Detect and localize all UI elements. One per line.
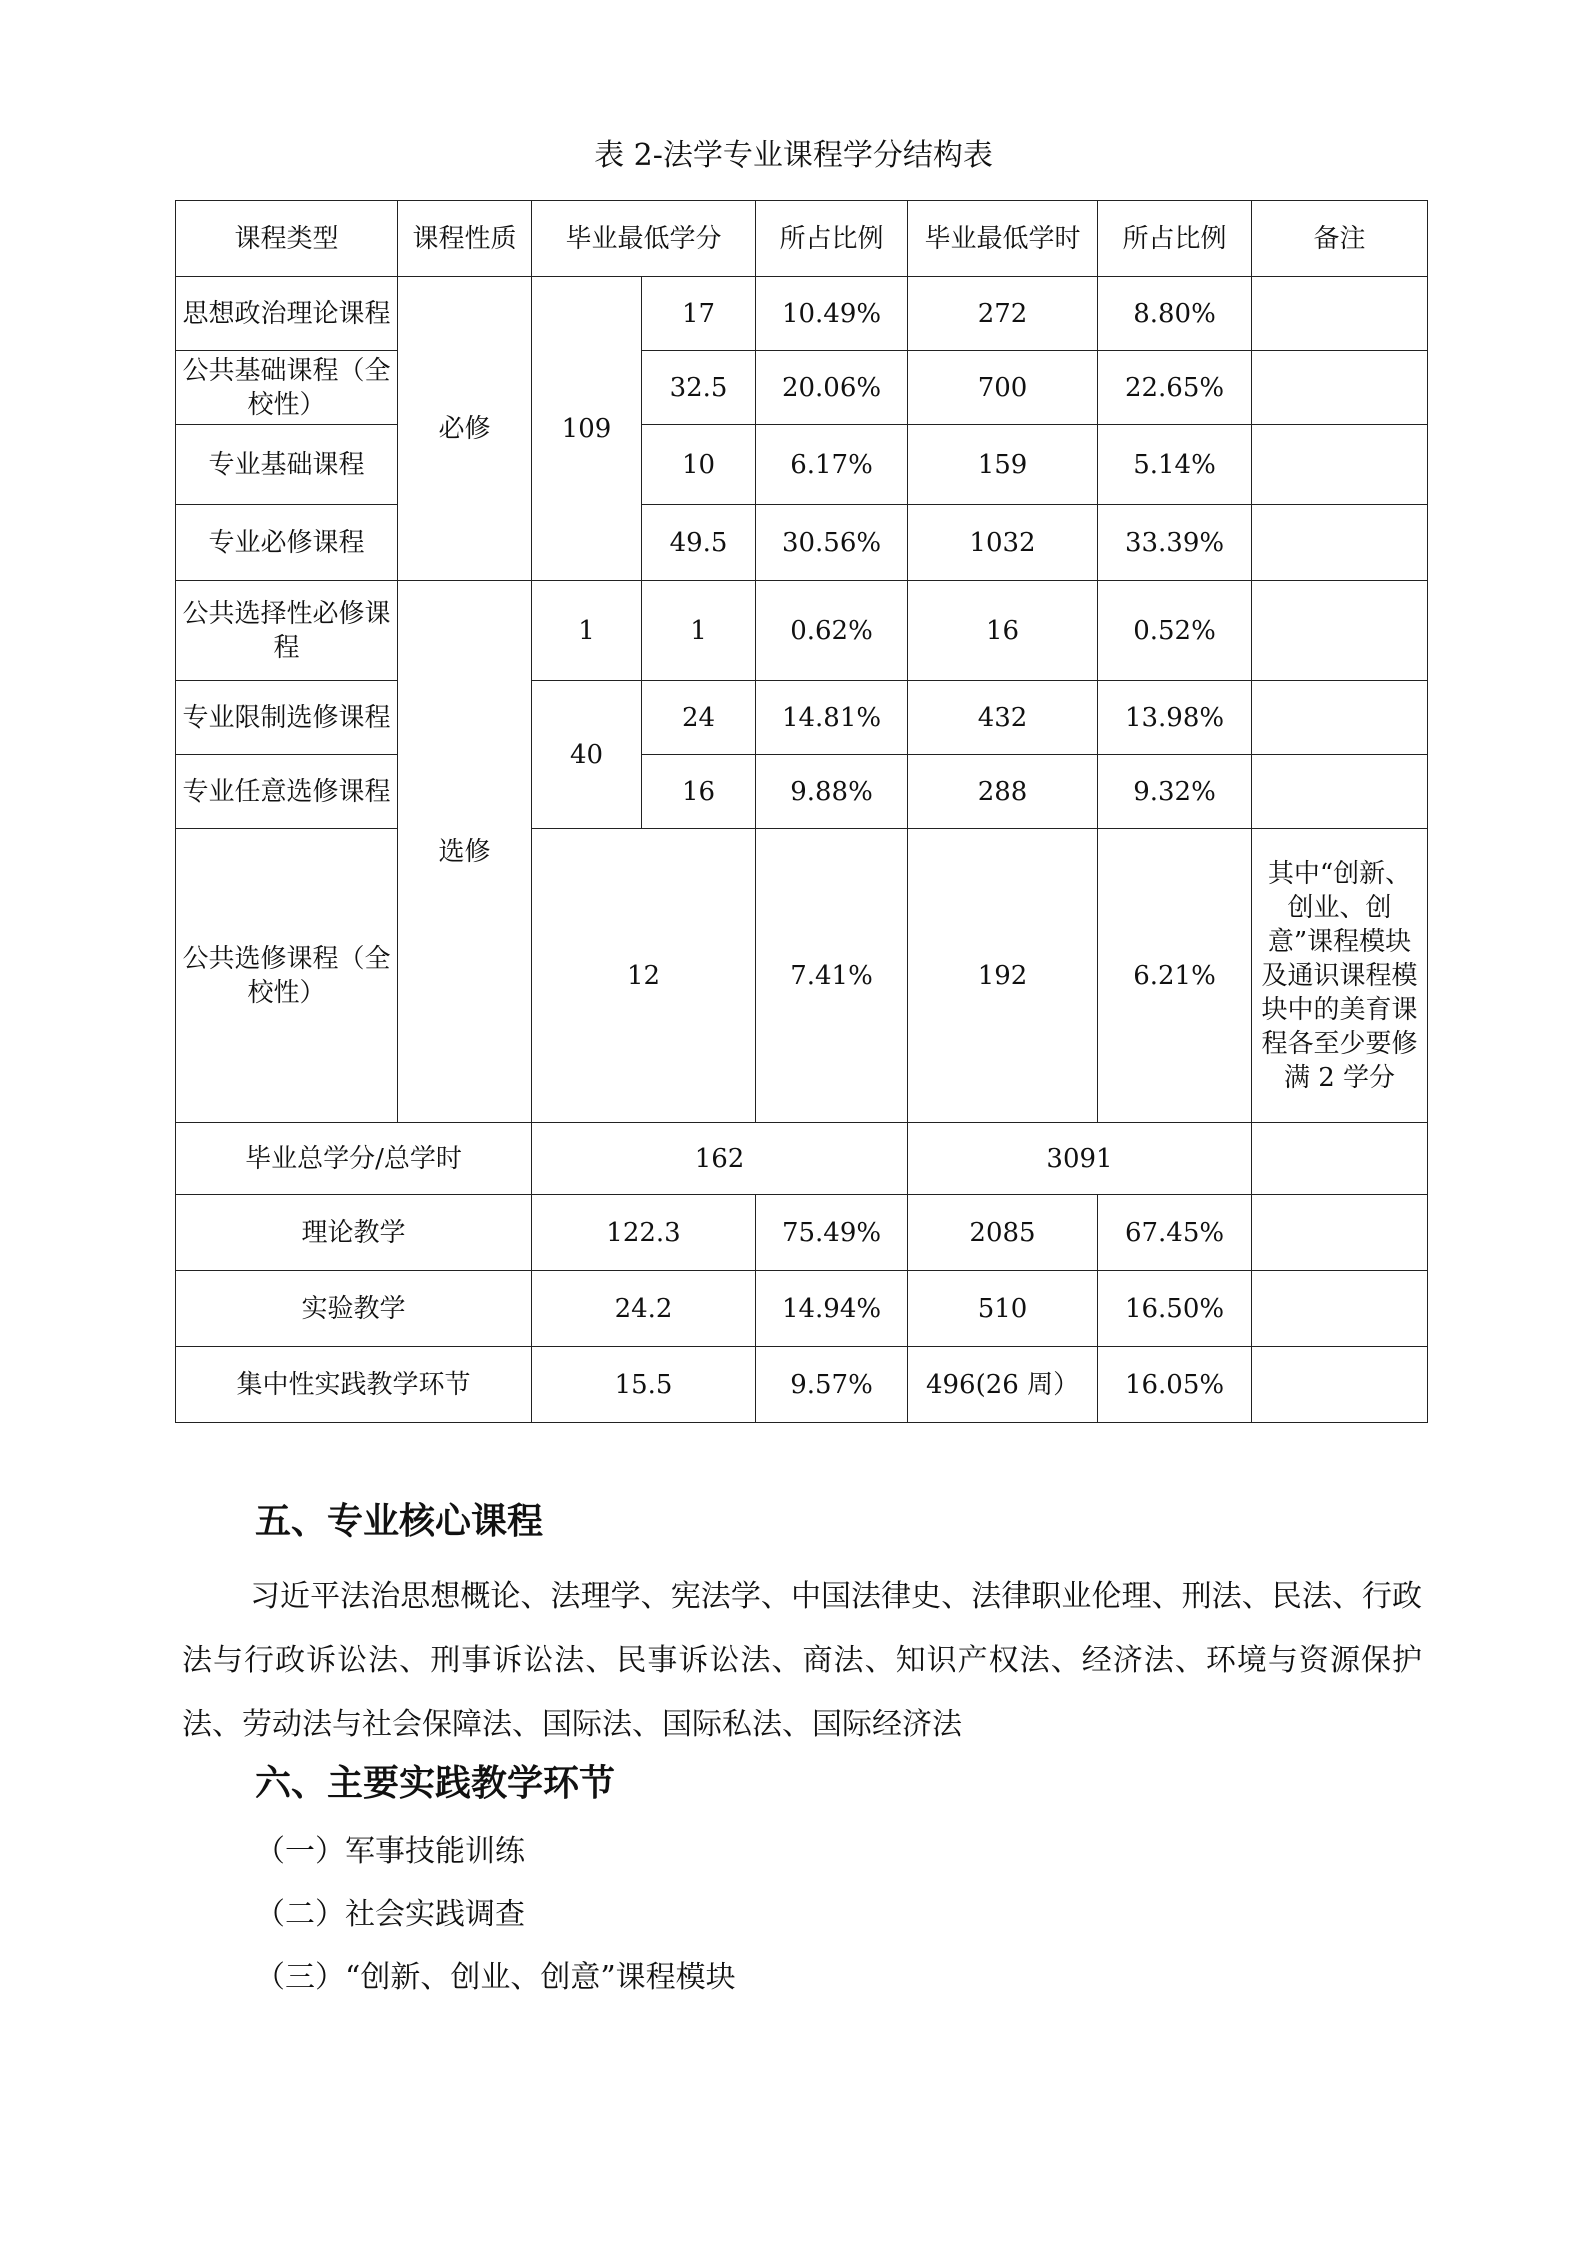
- table-caption: 表 2-法学专业课程学分结构表: [594, 138, 993, 173]
- section6-heading: 六、主要实践教学环节: [255, 1763, 616, 1804]
- credit-ratio: 10.49%: [756, 277, 908, 351]
- table-row: [176, 425, 1428, 505]
- total-label: 毕业总学分/总学时: [176, 1123, 532, 1195]
- hour-ratio: 8.80%: [1098, 277, 1252, 351]
- remark: [1252, 681, 1428, 755]
- course-type: 公共基础课程（全校性）: [176, 351, 398, 425]
- hour-ratio: 33.39%: [1098, 505, 1252, 581]
- remark: [1252, 277, 1428, 351]
- remark: [1252, 1123, 1428, 1195]
- course-type: 思想政治理论课程: [176, 277, 398, 351]
- table-row: [176, 1347, 1428, 1423]
- credits: 32.5: [642, 351, 756, 425]
- header-min-hours: 毕业最低学时: [908, 201, 1098, 277]
- list-item: （三）“创新、创业、创意”课程模块: [255, 1960, 736, 1995]
- hours: 510: [908, 1271, 1098, 1347]
- hours: 192: [908, 829, 1098, 1123]
- credit-ratio: 9.88%: [756, 755, 908, 829]
- credits: 49.5: [642, 505, 756, 581]
- total-credits: 162: [532, 1123, 908, 1195]
- course-type: 专业基础课程: [176, 425, 398, 505]
- breakdown-label: 理论教学: [176, 1195, 532, 1271]
- remark: [1252, 1195, 1428, 1271]
- section5-body: 习近平法治思想概论、法理学、宪法学、中国法律史、法律职业伦理、刑法、民法、行政法与行政诉讼法、刑事诉讼法、民事诉讼法、商法、知识产权法、经济法、环境与资源保护法、劳动法与社会保障法、国际法、国际私法、国际经济法: [182, 1579, 1422, 1742]
- hour-ratio: 5.14%: [1098, 425, 1252, 505]
- course-type: 公共选修课程（全校性）: [176, 829, 398, 1123]
- remark: [1252, 425, 1428, 505]
- hours: 496(26 周）: [908, 1347, 1098, 1423]
- table-row: [176, 755, 1428, 829]
- header-nature: 课程性质: [398, 201, 532, 277]
- total-row: [176, 1123, 1428, 1195]
- remark: [1252, 1347, 1428, 1423]
- remark: [1252, 505, 1428, 581]
- hour-ratio: 0.52%: [1098, 581, 1252, 681]
- credit-ratio: 7.41%: [756, 829, 908, 1123]
- header-credit-ratio: 所占比例: [756, 201, 908, 277]
- hours: 272: [908, 277, 1098, 351]
- hour-ratio: 13.98%: [1098, 681, 1252, 755]
- credit-structure-table: [175, 200, 1428, 1423]
- restricted-total-credits: 40: [532, 681, 642, 829]
- credit-ratio: 75.49%: [756, 1195, 908, 1271]
- remark: 其中“创新、创业、创意”课程模块及通识课程模块中的美育课程各至少要修满 2 学分: [1252, 829, 1428, 1123]
- credit-ratio: 14.81%: [756, 681, 908, 755]
- required-total-credits: 109: [532, 277, 642, 581]
- header-min-credits: 毕业最低学分: [532, 201, 756, 277]
- credits: 24: [642, 681, 756, 755]
- hours: 288: [908, 755, 1098, 829]
- table-row: [176, 829, 1428, 1123]
- credits: 24.2: [532, 1271, 756, 1347]
- header-type: 课程类型: [176, 201, 398, 277]
- credits: 122.3: [532, 1195, 756, 1271]
- breakdown-label: 实验教学: [176, 1271, 532, 1347]
- hour-ratio: 16.05%: [1098, 1347, 1252, 1423]
- hour-ratio: 6.21%: [1098, 829, 1252, 1123]
- list-item: （一）军事技能训练: [255, 1834, 525, 1869]
- credits: 17: [642, 277, 756, 351]
- credit-ratio: 14.94%: [756, 1271, 908, 1347]
- course-type: 专业任意选修课程: [176, 755, 398, 829]
- course-type: 公共选择性必修课程: [176, 581, 398, 681]
- table-row: [176, 1271, 1428, 1347]
- credit-ratio: 20.06%: [756, 351, 908, 425]
- credit-ratio: 9.57%: [756, 1347, 908, 1423]
- credit-ratio: 30.56%: [756, 505, 908, 581]
- course-type: 专业必修课程: [176, 505, 398, 581]
- table-row: [176, 681, 1428, 755]
- nature-required: 必修: [398, 277, 532, 581]
- hours: 159: [908, 425, 1098, 505]
- credits: 12: [532, 829, 756, 1123]
- hour-ratio: 16.50%: [1098, 1271, 1252, 1347]
- table-row: [176, 277, 1428, 351]
- nature-elective: 选修: [398, 581, 532, 1123]
- remark: [1252, 581, 1428, 681]
- hours: 432: [908, 681, 1098, 755]
- header-remark: 备注: [1252, 201, 1428, 277]
- hours: 2085: [908, 1195, 1098, 1271]
- section5-heading: 五、专业核心课程: [255, 1501, 544, 1542]
- breakdown-label: 集中性实践教学环节: [176, 1347, 532, 1423]
- hour-ratio: 22.65%: [1098, 351, 1252, 425]
- hours: 700: [908, 351, 1098, 425]
- group-credits: 1: [532, 581, 642, 681]
- header-row: [176, 201, 1428, 277]
- table-row: [176, 351, 1428, 425]
- credit-ratio: 6.17%: [756, 425, 908, 505]
- credits: 1: [642, 581, 756, 681]
- header-hour-ratio: 所占比例: [1098, 201, 1252, 277]
- course-type: 专业限制选修课程: [176, 681, 398, 755]
- credits: 15.5: [532, 1347, 756, 1423]
- hour-ratio: 9.32%: [1098, 755, 1252, 829]
- remark: [1252, 351, 1428, 425]
- table-row: [176, 1195, 1428, 1271]
- remark: [1252, 1271, 1428, 1347]
- table-row: [176, 581, 1428, 681]
- credits: 16: [642, 755, 756, 829]
- credits: 10: [642, 425, 756, 505]
- total-hours: 3091: [908, 1123, 1252, 1195]
- remark: [1252, 755, 1428, 829]
- credit-ratio: 0.62%: [756, 581, 908, 681]
- hours: 16: [908, 581, 1098, 681]
- list-item: （二）社会实践调查: [255, 1897, 525, 1932]
- table-row: [176, 505, 1428, 581]
- hour-ratio: 67.45%: [1098, 1195, 1252, 1271]
- hours: 1032: [908, 505, 1098, 581]
